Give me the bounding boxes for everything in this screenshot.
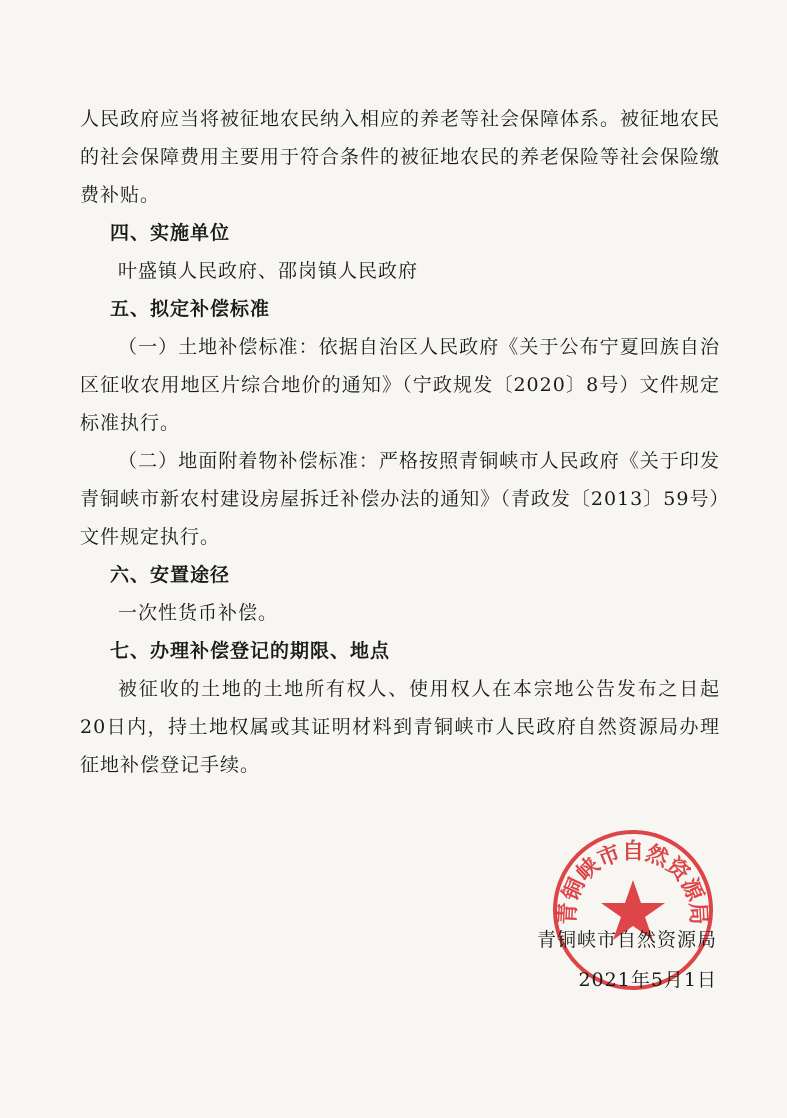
paragraph-registration: 被征收的土地的土地所有权人、使用权人在本宗地公告发布之日起20日内，持土地权属或其证明材料到青铜峡市人民政府自然资源局办理征地补偿登记手续。 bbox=[80, 678, 720, 776]
paragraph-social-security: 人民政府应当将被征地农民纳入相应的养老等社会保障体系。被征地农民的社会保障费用主要用于符合条件的被征地农民的养老保险等社会保险缴费补贴。 bbox=[80, 108, 721, 206]
heading-compensation-standard: 五、拟定补偿标准 bbox=[110, 298, 271, 320]
document-body bbox=[80, 100, 720, 784]
paragraph-resettlement: 一次性货币补偿。 bbox=[118, 602, 279, 624]
heading-implementing-unit: 四、实施单位 bbox=[110, 222, 231, 244]
signature-block bbox=[537, 920, 717, 1000]
paragraph-land-compensation: （一）土地补偿标准：依据自治区人民政府《关于公布宁夏回族自治区征收农用地区片综合地价的通知》（宁政规发〔2020〕8号）文件规定标准执行。 bbox=[80, 336, 720, 434]
signature-date: 2021年5月1日 bbox=[578, 969, 717, 991]
heading-registration: 七、办理补偿登记的期限、地点 bbox=[110, 640, 391, 662]
paragraph-implementing-unit: 叶盛镇人民政府、邵岗镇人民政府 bbox=[118, 260, 419, 282]
paragraph-attachment-compensation: （二）地面附着物补偿标准：严格按照青铜峡市人民政府《关于印发青铜峡市新农村建设房屋拆迁补偿办法的通知》（青政发〔2013〕59号）文件规定执行。 bbox=[80, 450, 720, 548]
heading-resettlement: 六、安置途径 bbox=[110, 564, 231, 586]
svg-text:青铜峡市自然资源局: 青铜峡市自然资源局 bbox=[555, 839, 711, 926]
signature-org: 青铜峡市自然资源局 bbox=[536, 929, 717, 951]
